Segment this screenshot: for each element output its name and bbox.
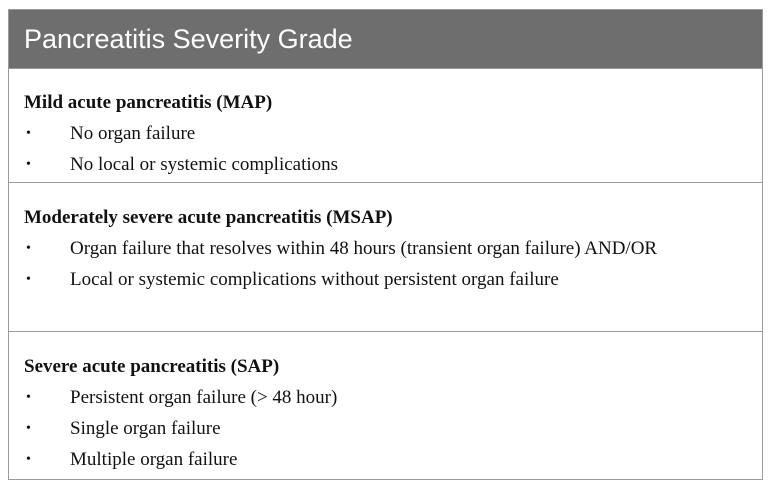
list-item-text: No local or systemic complications xyxy=(70,154,339,175)
section-title: Severe acute pancreatitis (SAP) xyxy=(24,356,280,377)
list-item-text: Multiple organ failure xyxy=(70,449,238,470)
table-header: Pancreatitis Severity Grade xyxy=(9,10,762,68)
bullet-list xyxy=(24,233,748,295)
bullet-icon: • xyxy=(26,241,31,256)
section-map xyxy=(9,68,762,182)
severity-table xyxy=(8,9,763,480)
list-item xyxy=(24,444,748,475)
section-msap xyxy=(9,182,762,331)
list-item-text: Organ failure that resolves within 48 hours (transient organ failure) AND/OR xyxy=(70,238,658,259)
bullet-list xyxy=(24,118,748,180)
list-item xyxy=(24,118,748,149)
bullet-icon: • xyxy=(26,452,31,467)
section-title: Moderately severe acute pancreatitis (MSAP) xyxy=(24,207,393,228)
bullet-icon: • xyxy=(26,157,31,172)
list-item-text: No organ failure xyxy=(70,123,196,144)
list-item-text: Single organ failure xyxy=(70,418,221,439)
list-item xyxy=(24,233,748,264)
list-item xyxy=(24,413,748,444)
bullet-icon: • xyxy=(26,126,31,141)
list-item-text: Persistent organ failure (> 48 hour) xyxy=(70,387,338,408)
bullet-list xyxy=(24,382,748,475)
list-item xyxy=(24,149,748,180)
bullet-icon: • xyxy=(26,421,31,436)
bullet-icon: • xyxy=(26,272,31,287)
list-item xyxy=(24,382,748,413)
list-item xyxy=(24,264,748,295)
bullet-icon: • xyxy=(26,390,31,405)
section-title: Mild acute pancreatitis (MAP) xyxy=(24,92,273,113)
section-sap xyxy=(9,331,762,479)
list-item-text: Local or systemic complications without persistent organ failure xyxy=(70,269,559,290)
